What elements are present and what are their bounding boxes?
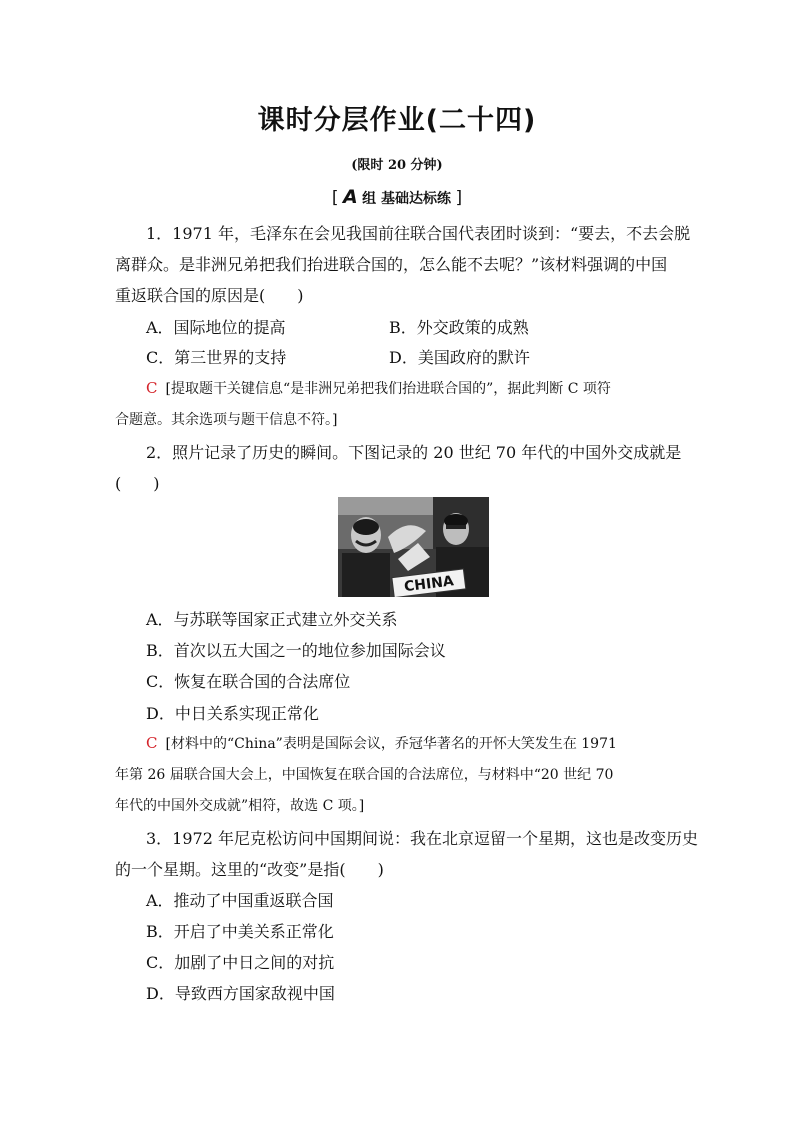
question-1-line-1: 1．1971 年，毛泽东在会见我国前往联合国代表团时谈到：“要去，不去会脱: [146, 224, 691, 243]
question-1-explanation-line-2: 合题意。其余选项与题干信息不符。]: [115, 412, 338, 428]
question-2-option-d: D．中日关系实现正常化: [146, 704, 319, 723]
delegation-photo: [338, 497, 489, 597]
question-1-option-d: D．美国政府的默许: [389, 348, 530, 367]
question-1-line-3: 重返联合国的原因是( ): [115, 286, 304, 305]
question-3-line-1: 3．1972 年尼克松访问中国期间说：我在北京逗留一个星期，这也是改变历史: [146, 829, 698, 848]
china-sign: CHINA: [403, 573, 455, 596]
question-3-option-b: B．开启了中美关系正常化: [146, 922, 334, 941]
question-1-option-b: B．外交政策的成熟: [389, 318, 529, 337]
question-2-explanation-line-3: 年代的中国外交成就”相符，故选 C 项。]: [115, 798, 365, 814]
left-bracket: [: [331, 188, 339, 208]
time-limit: (限时 20 分钟): [351, 158, 443, 173]
question-2-line-1: 2．照片记录了历史的瞬间。下图记录的 20 世纪 70 年代的中国外交成就是: [146, 443, 682, 462]
right-bracket: ]: [455, 188, 463, 208]
question-1-explanation-line-1: [提取题干关键信息“是非洲兄弟把我们抬进联合国的”，据此判断 C 项符: [165, 381, 611, 397]
page-title: 课时分层作业(二十四): [257, 105, 537, 136]
question-2-explanation-line-1: [材料中的“China”表明是国际会议，乔冠华著名的开怀大笑发生在 1971: [165, 736, 617, 752]
question-1-answer-letter: C: [146, 379, 158, 397]
section-heading: [0, 186, 794, 208]
question-1-answer: [146, 378, 611, 398]
group-letter: A: [342, 186, 358, 208]
question-1-option-c: C．第三世界的支持: [146, 348, 287, 367]
question-1-line-2: 离群众。是非洲兄弟把我们抬进联合国的，怎么能不去呢？”该材料强调的中国: [115, 255, 668, 274]
question-2-answer-letter: C: [146, 734, 158, 752]
group-title: 组 基础达标练: [362, 191, 452, 207]
question-3-option-a: A．推动了中国重返联合国: [146, 891, 334, 910]
question-3-option-c: C．加剧了中日之间的对抗: [146, 953, 335, 972]
question-2-option-c: C．恢复在联合国的合法席位: [146, 672, 351, 691]
question-3-option-d: D．导致西方国家敌视中国: [146, 984, 335, 1003]
question-2-explanation-line-2: 年第 26 届联合国大会上，中国恢复在联合国的合法席位，与材料中“20 世纪 70: [115, 767, 614, 783]
question-2-answer: [146, 733, 617, 753]
question-1-option-a: A．国际地位的提高: [146, 318, 286, 337]
question-3-line-2: 的一个星期。这里的“改变”是指( ): [115, 860, 384, 879]
question-2-line-2: ( ): [115, 474, 160, 493]
question-2-option-a: A．与苏联等国家正式建立外交关系: [146, 610, 398, 629]
question-2-option-b: B．首次以五大国之一的地位参加国际会议: [146, 641, 446, 660]
